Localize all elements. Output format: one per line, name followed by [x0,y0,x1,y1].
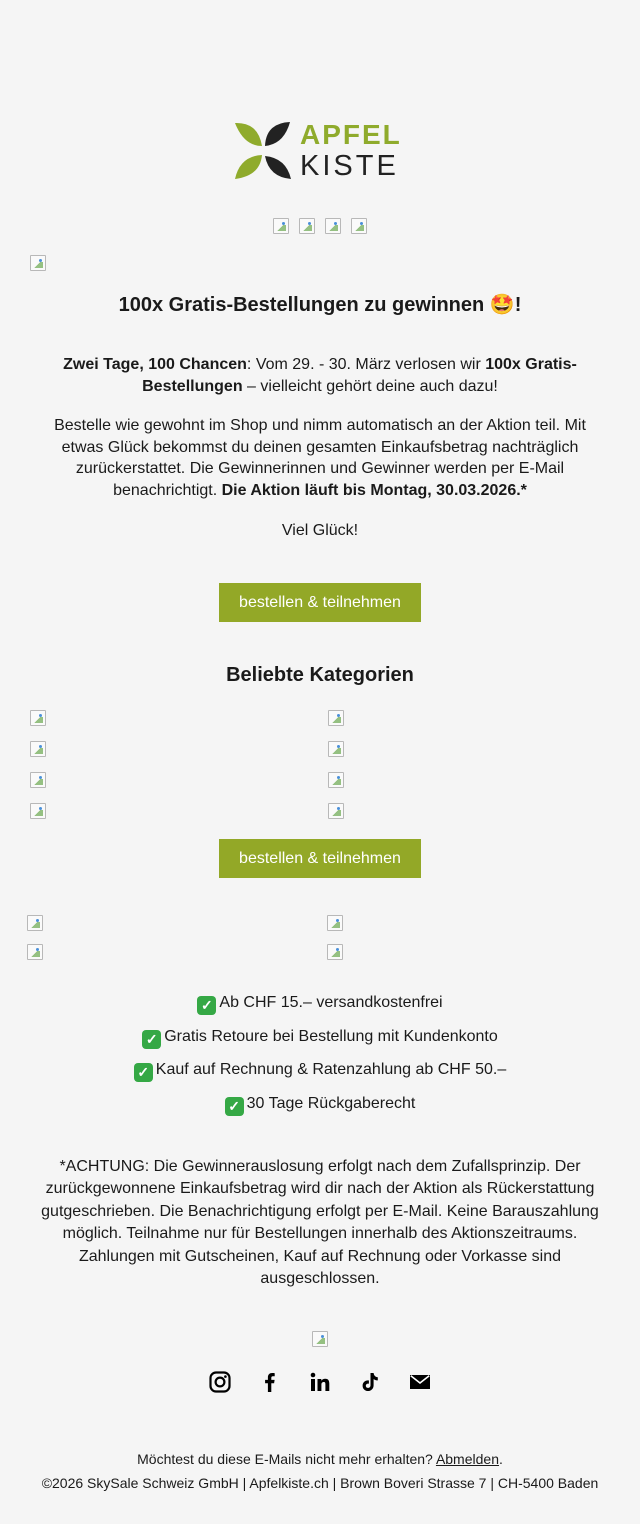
hero-image[interactable] [30,255,46,271]
body-paragraph [40,415,600,501]
usp-text: 30 Tage Rückgaberecht [246,1095,416,1112]
legal-line: ©2026 SkySale Schweiz GmbH | Apfelkiste.ch | Brown Boveri Strasse 7 | CH-5400 Baden [41,1475,599,1491]
facebook-icon[interactable] [258,1370,282,1394]
nav-image-2[interactable] [299,218,315,234]
usp-text: Gratis Retoure bei Bestellung mit Kundenkonto [164,1028,498,1045]
category-image[interactable] [30,741,46,757]
category-image[interactable] [30,710,46,726]
category-image[interactable] [30,803,46,819]
body-bold: Die Aktion läuft bis Montag, 30.03.2026.* [221,481,527,499]
usp-item [0,1026,640,1049]
headline-text: 100x Gratis-Bestellungen zu gewinnen [118,294,485,316]
check-mark-button-icon: ✓ [225,1097,244,1116]
footer-logo-image[interactable] [312,1331,328,1347]
linkedin-icon[interactable] [308,1370,332,1394]
intro-text-2: – vielleicht gehört deine auch dazu! [242,377,498,395]
logo-text-kiste: KISTE [300,150,399,182]
campaign-headline [0,292,640,317]
category-image[interactable] [328,710,344,726]
intro-bold-2: 100x Gratis-Bestellungen [142,356,577,395]
promo-image[interactable] [27,944,43,960]
instagram-icon[interactable] [208,1370,232,1394]
check-mark-button-icon: ✓ [142,1030,161,1049]
logo-text-apfel: APFEL [300,119,402,150]
email-icon[interactable] [408,1370,432,1394]
category-image[interactable] [328,772,344,788]
usp-item [0,1059,640,1082]
tiktok-icon[interactable] [358,1370,382,1394]
apfelkiste-logo[interactable] [234,120,410,182]
unsubscribe-suffix: . [498,1451,503,1467]
order-participate-button-2[interactable]: bestellen & teilnehmen [219,839,421,878]
intro-paragraph [40,354,600,397]
unsubscribe-prefix: Möchtest du diese E-Mails nicht mehr erhalten? [137,1451,436,1467]
category-image[interactable] [30,772,46,788]
intro-text-1: : Vom 29. - 30. März verlosen wir [246,356,486,373]
star-struck-emoji-icon: 🤩 [489,294,515,316]
unsubscribe-line [0,1451,640,1467]
usp-item [0,1093,640,1116]
good-luck-text: Viel Glück! [281,522,359,539]
intro-bold-1: Zwei Tage, 100 Chancen [63,356,247,373]
body-text: Bestelle wie gewohnt im Shop und nimm automatisch an der Aktion teil. Mit etwas Glück bekommst du deinen gesamten Einkaufsbetrag nachträglich zurückerstattet. Die Gewinnerinnen und Gewinner werden per E-Mail benachrichtigt. [54,417,586,499]
promo-image[interactable] [27,915,43,931]
check-mark-button-icon: ✓ [134,1063,153,1082]
usp-text: Kauf auf Rechnung & Ratenzahlung ab CHF 50.– [155,1061,507,1078]
category-image[interactable] [328,741,344,757]
check-mark-button-icon: ✓ [197,996,216,1015]
promo-image[interactable] [327,944,343,960]
order-participate-button[interactable]: bestellen & teilnehmen [219,583,421,622]
nav-image-1[interactable] [273,218,289,234]
categories-title: Beliebte Kategorien [226,664,414,686]
promo-image[interactable] [327,915,343,931]
usp-item [0,992,640,1015]
unsubscribe-link[interactable]: Abmelden [435,1451,499,1467]
nav-image-4[interactable] [351,218,367,234]
usp-text: Ab CHF 15.– versandkostenfrei [219,994,443,1011]
disclaimer-text: *ACHTUNG: Die Gewinnerauslosung erfolgt nach dem Zufallsprinzip. Der zurückgewonnene Einkaufsbetrag wird dir nach der Aktion als Rückerstattung gutgeschrieben. Die Benachrichtigung erfolgt per E-Mail. Keine Barauszahlung möglich. Teilnahme nur für Bestellungen innerhalb des Aktionszeitraums. Zahlungen mit Gutscheinen, Kauf auf Rechnung oder Vorkasse sind ausgeschlossen. [41,1158,599,1288]
nav-image-3[interactable] [325,218,341,234]
headline-suffix: ! [514,294,522,316]
butterfly-logo-icon [234,120,294,182]
category-image[interactable] [328,803,344,819]
